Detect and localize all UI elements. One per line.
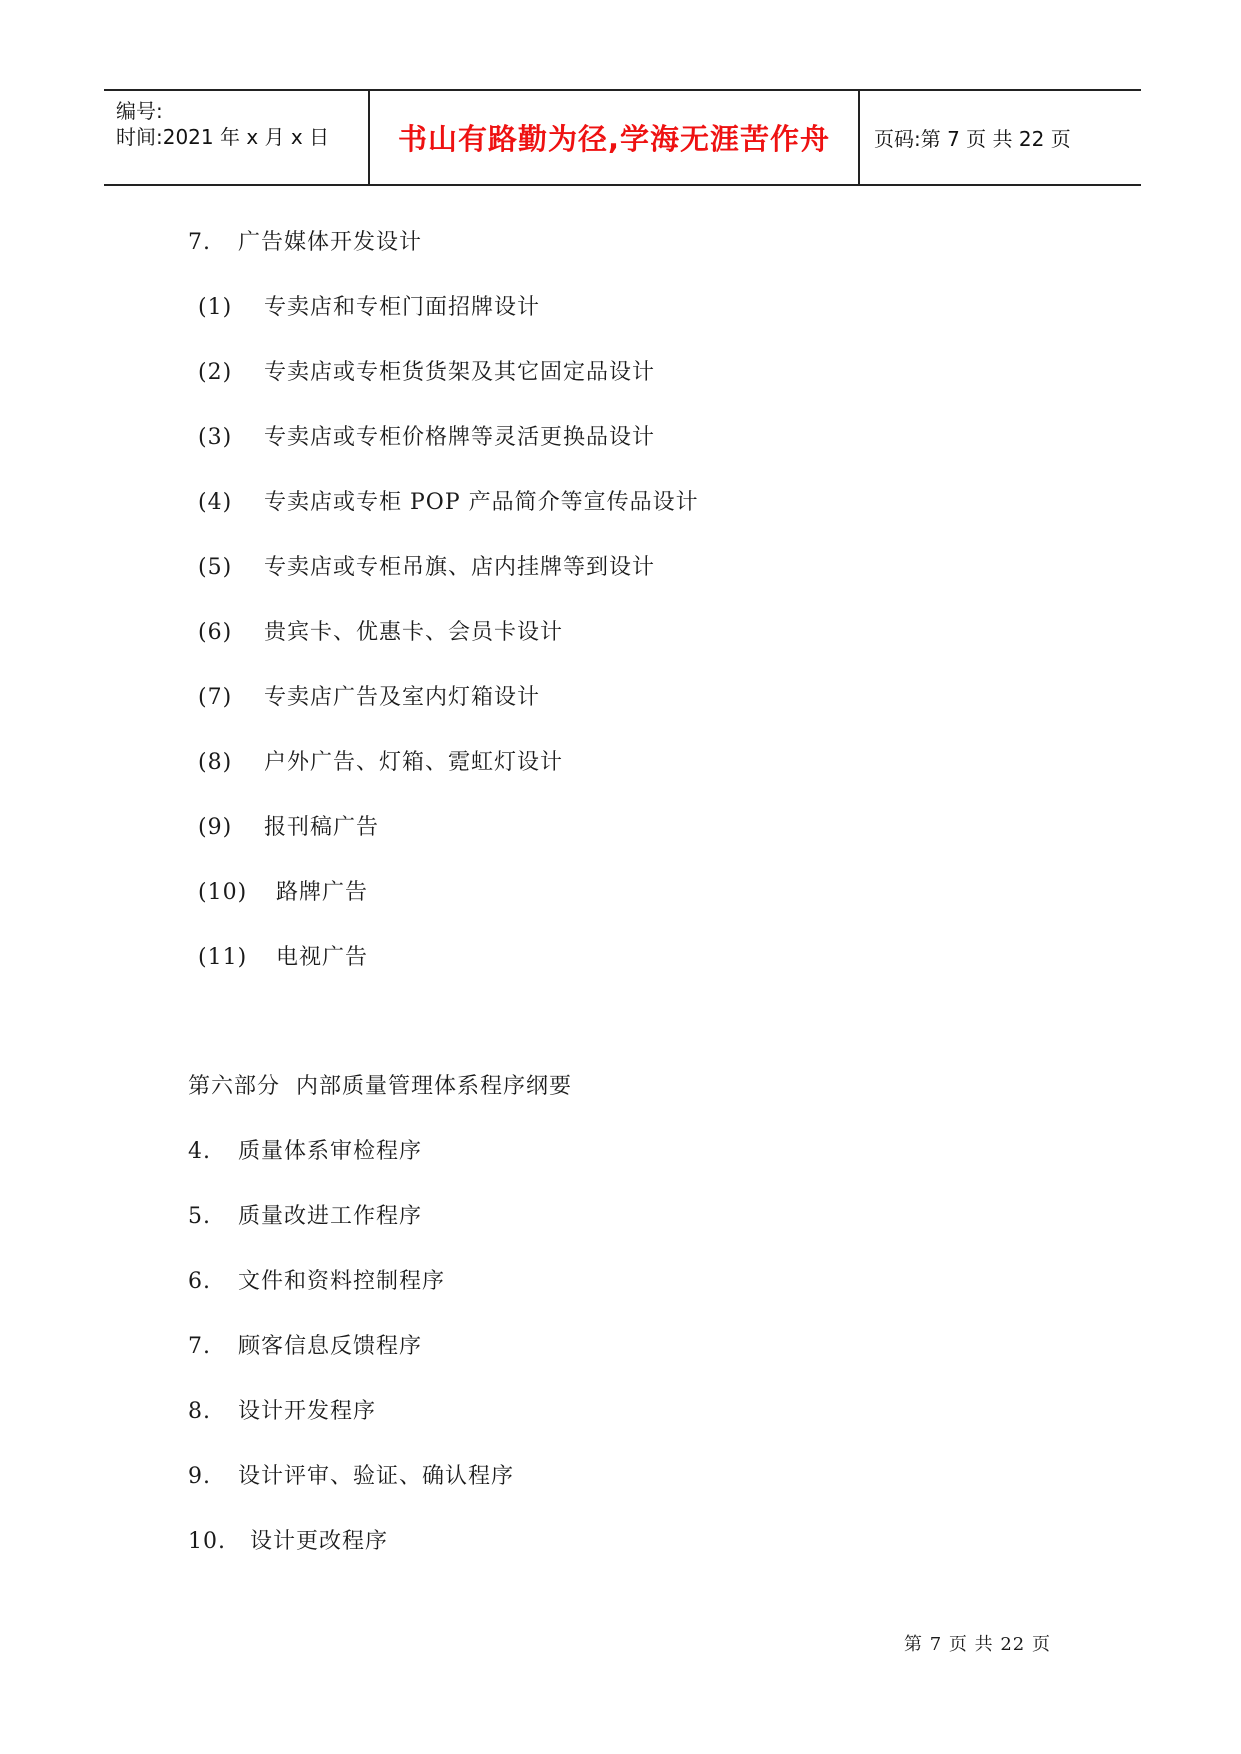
list-item-number: 5. <box>188 1204 211 1229</box>
list-item <box>198 748 563 778</box>
footer-page-number: 第 7 页 共 22 页 <box>904 1634 1051 1655</box>
list-item <box>188 1462 514 1492</box>
list-item-number: (11) <box>198 945 248 970</box>
list-item-text: 设计评审、验证、确认程序 <box>238 1464 515 1489</box>
list-item-number: 10. <box>188 1529 226 1554</box>
list-item <box>198 943 368 973</box>
header-motto: 书山有路勤为径,学海无涯苦作舟 <box>397 122 831 156</box>
list-item <box>198 618 563 648</box>
list-item <box>198 813 379 843</box>
list-item-text: 贵宾卡、优惠卡、会员卡设计 <box>264 620 564 645</box>
list-item-number: (3) <box>198 425 233 450</box>
time-label: 时间:2021 年 x 月 x 日 <box>116 125 330 149</box>
list-item-text: 专卖店或专柜货货架及其它固定品设计 <box>264 360 656 385</box>
list-item-text: 顾客信息反馈程序 <box>238 1334 423 1359</box>
list-item-text: 专卖店或专柜 POP 产品简介等宣传品设计 <box>264 490 699 515</box>
list-item <box>198 553 655 583</box>
list-item-number: 8. <box>188 1399 211 1424</box>
list-item <box>188 1332 422 1362</box>
list-item-number: 9. <box>188 1464 211 1489</box>
list-item <box>198 878 368 908</box>
list-item <box>188 1137 422 1167</box>
list-item-number: (9) <box>198 815 233 840</box>
list-item-text: 专卖店广告及室内灯箱设计 <box>264 685 541 710</box>
section-title: 广告媒体开发设计 <box>238 230 423 255</box>
list-item-number: (4) <box>198 490 233 515</box>
list-item-number: (1) <box>198 295 233 320</box>
page-header <box>104 89 1141 186</box>
list-item <box>188 1397 376 1427</box>
list-item <box>198 293 540 323</box>
list-item-number: (2) <box>198 360 233 385</box>
list-item-number: (8) <box>198 750 233 775</box>
list-item-number: 7. <box>188 1334 211 1359</box>
list-item-text: 文件和资料控制程序 <box>238 1269 446 1294</box>
list-item-text: 报刊稿广告 <box>264 815 380 840</box>
list-item-text: 专卖店或专柜价格牌等灵活更换品设计 <box>264 425 656 450</box>
list-item-text: 设计更改程序 <box>250 1529 389 1554</box>
list-item-number: (10) <box>198 880 248 905</box>
list-item-number: 6. <box>188 1269 211 1294</box>
list-item <box>198 683 540 713</box>
list-item-number: (6) <box>198 620 233 645</box>
list-item-text: 电视广告 <box>276 945 369 970</box>
list-item-number: (7) <box>198 685 233 710</box>
list-item <box>198 488 699 518</box>
list-item-text: 专卖店或专柜吊旗、店内挂牌等到设计 <box>264 555 656 580</box>
list-item-text: 路牌广告 <box>276 880 369 905</box>
section-number: 7. <box>188 230 211 255</box>
list-item-number: (5) <box>198 555 233 580</box>
list-item <box>188 1202 422 1232</box>
part-heading: 第六部分 内部质量管理体系程序纲要 <box>188 1074 572 1099</box>
list-item <box>198 423 655 453</box>
header-page-number: 页码:第 7 页 共 22 页 <box>874 127 1071 151</box>
header-info-cell <box>104 91 368 184</box>
list-item <box>188 1267 445 1297</box>
list-item <box>188 1527 388 1557</box>
list-item-text: 户外广告、灯箱、霓虹灯设计 <box>264 750 564 775</box>
code-label: 编号: <box>116 99 163 123</box>
list-item-text: 质量体系审检程序 <box>238 1139 423 1164</box>
section-heading <box>188 228 422 258</box>
list-item-text: 质量改进工作程序 <box>238 1204 423 1229</box>
list-item <box>198 358 655 388</box>
list-item-text: 专卖店和专柜门面招牌设计 <box>264 295 541 320</box>
list-item-number: 4. <box>188 1139 211 1164</box>
list-item-text: 设计开发程序 <box>238 1399 377 1424</box>
